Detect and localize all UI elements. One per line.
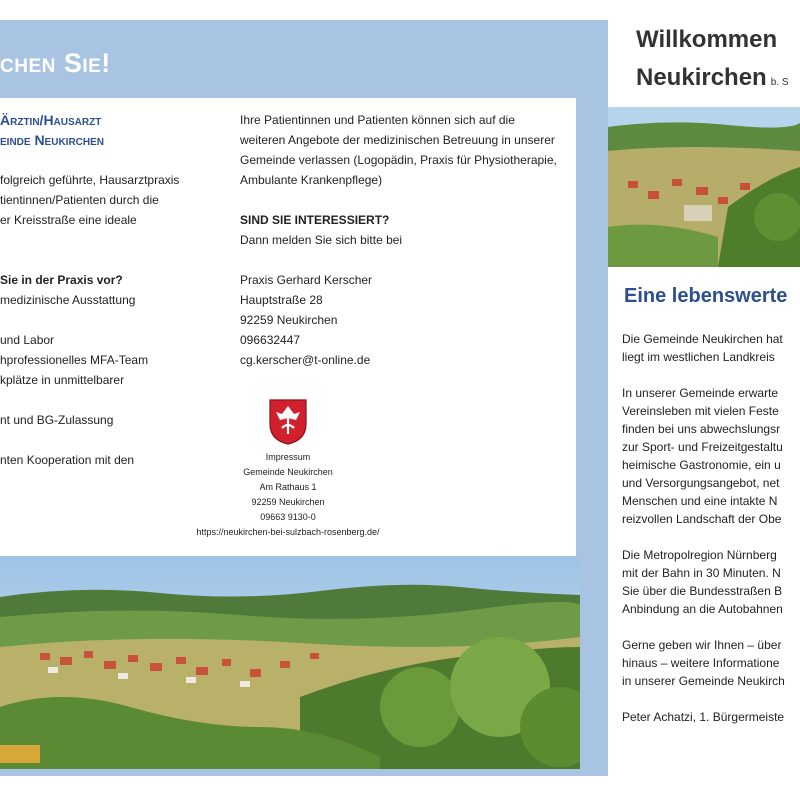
impressum-city: 92259 Neukirchen — [251, 497, 325, 507]
interest-text: Dann melden Sie sich bitte bei — [240, 233, 403, 247]
impressum — [0, 398, 576, 540]
contact-column — [240, 110, 575, 370]
practice-item: nten Kooperation mit den — [0, 453, 135, 467]
village-landscape-photo — [0, 557, 580, 769]
services-line: Ambulante Krankenpflege) — [240, 173, 383, 187]
practice-item: medizinische Ausstattung — [0, 293, 136, 307]
text-line: Menschen und eine intakte N — [622, 494, 778, 508]
text-line: In unserer Gemeinde erwarte — [622, 386, 779, 400]
services-line: weiteren Angebote der medizinischen Betreuung in unserer — [240, 133, 555, 147]
job-heading-line2: einde Neukirchen — [0, 132, 105, 148]
text-line: hinaus – weitere Informatione — [622, 656, 780, 670]
practice-question: Sie in der Praxis vor? — [0, 273, 123, 287]
text-line: Gerne geben wir Ihnen – über — [622, 638, 782, 652]
text-line: Die Gemeinde Neukirchen hat — [622, 332, 783, 346]
impressum-url[interactable]: https://neukirchen-bei-sulzbach-rosenberg.de/ — [196, 527, 380, 537]
practice-item: hprofessionelles MFA-Team — [0, 353, 149, 367]
info-box — [0, 98, 576, 556]
section-title: Eine lebenswerte — [624, 285, 788, 307]
signature: Peter Achatzi, 1. Bürgermeiste — [622, 710, 785, 724]
text-line: Anbindung an die Autobahnen — [622, 602, 783, 616]
impressum-org: Gemeinde Neukirchen — [243, 467, 333, 477]
impressum-street: Am Rathaus 1 — [259, 482, 317, 492]
welcome-subtitle: b. S — [770, 77, 789, 88]
text-line: reizvollen Landschaft der Obe — [622, 512, 782, 526]
intro-line: folgreich geführte, Hausarztpraxis — [0, 173, 180, 187]
text-line: liegt im westlichen Landkreis — [622, 350, 775, 364]
welcome-title-line2 — [636, 64, 789, 92]
services-line: Gemeinde verlassen (Logopädin, Praxis für Physiotherapie, — [240, 153, 557, 167]
welcome-town: Neukirchen — [636, 64, 767, 91]
banner-title: chen Sie! — [0, 48, 111, 78]
text-line: zur Sport- und Freizeitgestaltu — [622, 440, 783, 454]
contact-phone: 096632447 — [240, 333, 301, 347]
contact-street: Hauptstraße 28 — [240, 293, 323, 307]
impressum-phone: 09663 9130-0 — [260, 512, 316, 522]
intro-line: tientinnen/Patienten durch die — [0, 193, 159, 207]
text-line: Vereinsleben mit vielen Feste — [622, 404, 779, 418]
right-panel — [608, 0, 800, 800]
contact-city: 92259 Neukirchen — [240, 313, 338, 327]
text-line: mit der Bahn in 30 Minuten. N — [622, 566, 781, 580]
practice-item: nt und BG-Zulassung — [0, 413, 114, 427]
text-line: Sie über die Bundesstraßen B — [622, 584, 783, 598]
intro-text — [622, 330, 800, 726]
text-line: und Versorgungsangebot, net — [622, 476, 780, 490]
contact-email[interactable]: cg.kerscher@t-online.de — [240, 353, 371, 367]
impressum-title: Impressum — [265, 452, 311, 462]
practice-item: und Labor — [0, 333, 55, 347]
left-panel — [0, 20, 608, 776]
intro-line: er Kreisstraße eine ideale — [0, 213, 137, 227]
text-line: in unserer Gemeinde Neukirch — [622, 674, 785, 688]
interest-heading: SIND SIE INTERESSIERT? — [240, 213, 390, 227]
coat-of-arms-icon — [268, 398, 308, 446]
text-line: finden bei uns abwechslungsr — [622, 422, 781, 436]
services-line: Ihre Patientinnen und Patienten können sich auf die — [240, 113, 515, 127]
welcome-title-line1: Willkommen — [636, 26, 778, 53]
text-line: Die Metropolregion Nürnberg — [622, 548, 777, 562]
practice-item: kplätze in unmittelbarer — [0, 373, 125, 387]
village-aerial-photo — [608, 107, 800, 267]
contact-name: Praxis Gerhard Kerscher — [240, 273, 373, 287]
job-heading-line1: Ärztin/Hausarzt — [0, 112, 102, 128]
text-line: heimische Gastronomie, ein u — [622, 458, 781, 472]
